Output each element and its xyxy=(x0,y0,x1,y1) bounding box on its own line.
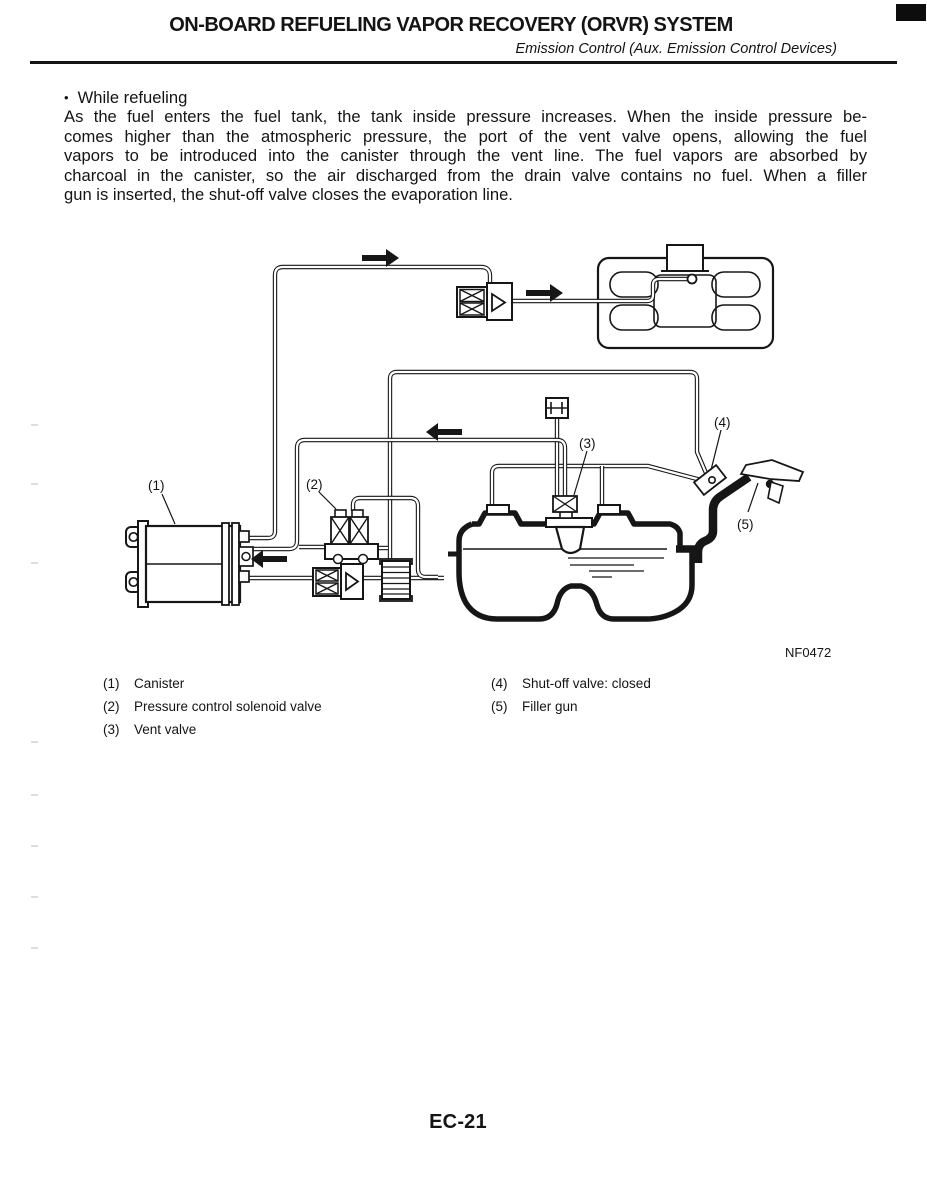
drain-check-valve xyxy=(313,564,363,599)
legend-label: Vent valve xyxy=(134,722,197,737)
legend-item xyxy=(491,699,578,714)
scan-mark xyxy=(31,483,38,485)
callout-5: (5) xyxy=(737,517,754,532)
bullet-icon: • xyxy=(64,90,69,105)
legend-item xyxy=(103,699,322,714)
callout-leaders xyxy=(162,430,758,524)
body-line: comes higher than the atmospheric pressure, the port of the vent valve opens, allowing the fuel xyxy=(64,126,867,146)
body-line: gun is inserted, the shut-off valve closes the evaporation line. xyxy=(64,185,513,205)
drain-filter xyxy=(380,559,412,601)
tank-dome-cap-left xyxy=(487,505,509,514)
canister-drain-port xyxy=(239,571,249,582)
legend-label: Shut-off valve: closed xyxy=(522,676,651,691)
bracket-hole xyxy=(129,533,137,541)
flow-arrow-right-1 xyxy=(362,249,399,267)
shut-off-valve-pivot xyxy=(709,477,715,483)
bullet-item xyxy=(64,88,867,107)
orvr-system-diagram xyxy=(0,228,927,648)
canister-purge-port xyxy=(239,531,249,542)
legend-num: (2) xyxy=(103,699,120,714)
bracket-hole xyxy=(129,578,137,586)
manifold-port xyxy=(688,275,697,284)
pressure-control-solenoid-valve xyxy=(325,510,378,564)
legend-item xyxy=(103,676,184,691)
legend-label: Filler gun xyxy=(522,699,578,714)
legend-num: (1) xyxy=(103,676,120,691)
legend-label: Pressure control solenoid valve xyxy=(134,699,322,714)
purge-check-valve xyxy=(457,283,512,320)
callout-1: (1) xyxy=(148,478,165,493)
legend-item xyxy=(103,722,196,737)
scan-mark xyxy=(31,896,38,898)
callout-3: (3) xyxy=(579,436,596,451)
body-text xyxy=(64,88,867,204)
scan-mark xyxy=(31,845,38,847)
canister xyxy=(126,521,253,607)
scan-mark xyxy=(31,947,38,949)
engine-illustration xyxy=(598,245,773,348)
section-index-tab xyxy=(896,4,926,21)
scan-mark xyxy=(31,741,38,743)
body-line: vapors to be introduced into the canister through the vent line. The fuel vapors are absorbed by xyxy=(64,146,867,166)
filler-gun xyxy=(741,460,803,503)
fuel-level-hatching xyxy=(568,558,664,577)
legend-label: Canister xyxy=(134,676,185,691)
legend-num: (3) xyxy=(103,722,120,737)
legend-item xyxy=(491,676,651,691)
callout-2: (2) xyxy=(306,477,323,492)
bullet-item-label: While refueling xyxy=(77,88,188,107)
legend-num: (5) xyxy=(491,699,508,714)
flow-arrow-left-2 xyxy=(251,550,287,568)
figure-code: NF0472 xyxy=(785,645,832,660)
header-rule xyxy=(30,61,897,64)
page-subtitle: Emission Control (Aux. Emission Control Devices) xyxy=(515,41,837,57)
body-line: charcoal in the canister, so the air discharged from the drain valve contains no fuel. When a filler xyxy=(64,165,867,185)
scan-mark xyxy=(31,562,38,564)
body-line: As the fuel enters the fuel tank, the tank inside pressure increases. When the inside pressure be- xyxy=(64,107,867,127)
evaporation-line-pipe xyxy=(492,466,701,507)
scan-mark xyxy=(31,794,38,796)
page-number: EC-21 xyxy=(429,1111,487,1133)
scan-mark xyxy=(31,424,38,426)
callout-4: (4) xyxy=(714,415,731,430)
vent-valve xyxy=(546,496,592,553)
tank-dome-cap-right xyxy=(598,505,620,514)
legend-num: (4) xyxy=(491,676,508,691)
page-title: ON-BOARD REFUELING VAPOR RECOVERY (ORVR) SYSTEM xyxy=(169,14,733,36)
vent-line-pipe xyxy=(253,440,565,549)
